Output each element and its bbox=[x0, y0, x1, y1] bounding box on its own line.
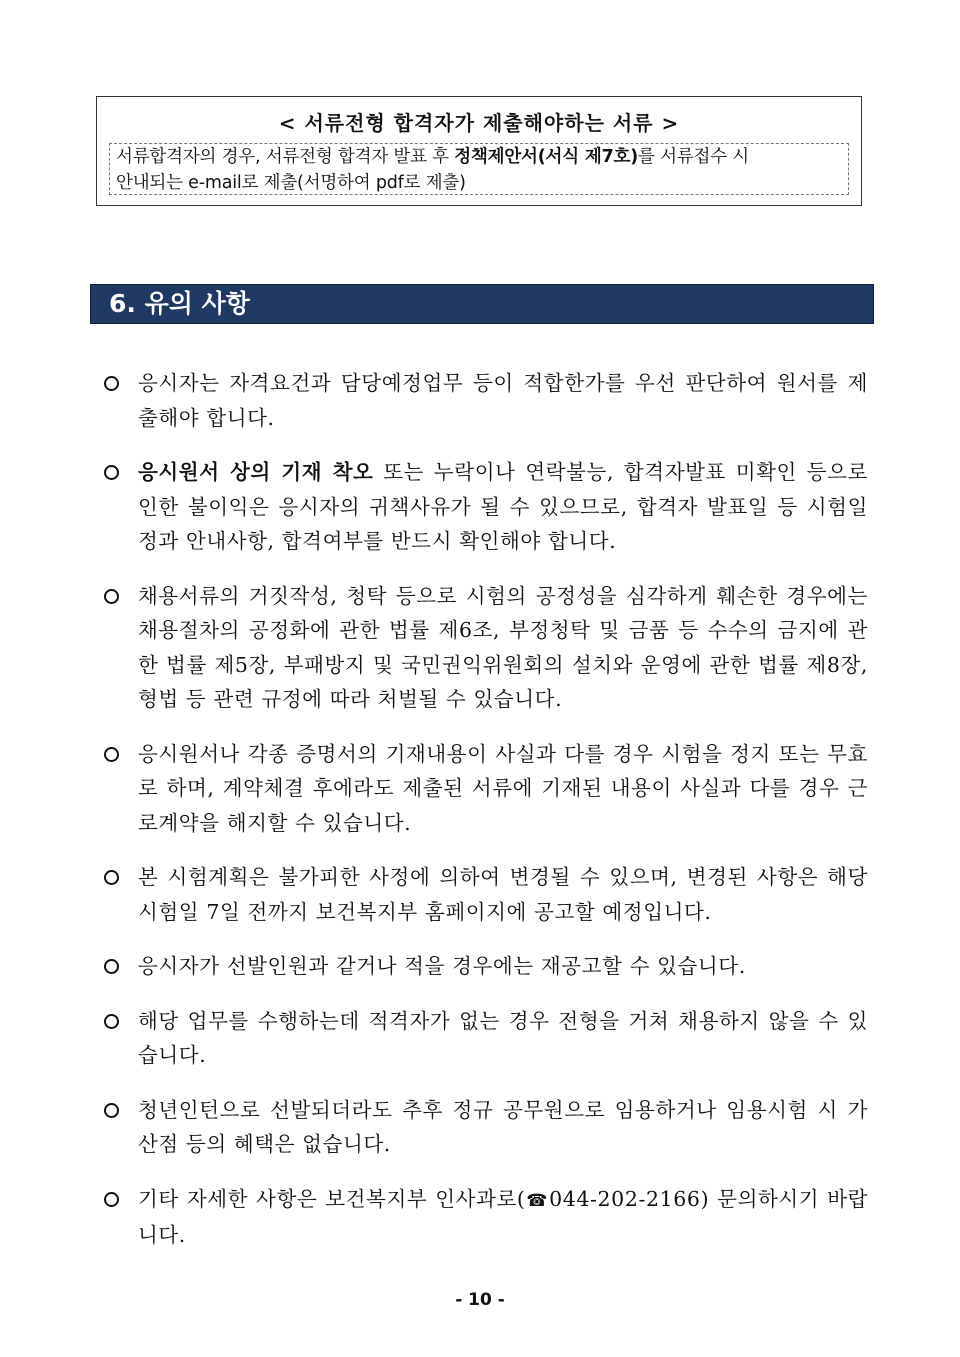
circle-bullet-icon bbox=[104, 589, 119, 604]
note-text-after: ) 문의하시기 바랍니다. bbox=[138, 1186, 869, 1247]
note-text: 기타 자세한 사항은 보건복지부 인사과로( bbox=[138, 1186, 526, 1211]
page-number: - 10 - bbox=[455, 1290, 505, 1310]
note-bold-text: 응시원서 상의 기재 착오 bbox=[138, 460, 374, 484]
submission-line2: 안내되는 e-mail로 제출(서명하여 pdf로 제출) bbox=[116, 173, 466, 193]
list-item bbox=[104, 455, 868, 559]
list-item bbox=[104, 860, 868, 929]
submission-box-title: < 서류전형 합격자가 제출해야하는 서류 > bbox=[278, 111, 680, 135]
circle-bullet-icon bbox=[104, 747, 119, 762]
circle-bullet-icon bbox=[104, 959, 119, 974]
circle-bullet-icon bbox=[104, 376, 119, 391]
circle-bullet-icon bbox=[104, 1014, 119, 1029]
submission-line1-prefix: 서류합격자의 경우, 서류전형 합격자 발표 후 bbox=[116, 147, 455, 167]
submission-line1-bold: 정책제안서(서식 제7호) bbox=[454, 147, 639, 167]
note-text: 해당 업무를 수행하는데 적격자가 없는 경우 전형을 거쳐 채용하지 않을 수 있습니다. bbox=[138, 1008, 868, 1067]
list-item bbox=[104, 579, 868, 717]
list-item bbox=[104, 1182, 868, 1253]
list-item bbox=[104, 949, 868, 984]
notes-list bbox=[104, 366, 868, 1253]
note-text: 청년인턴으로 선발되더라도 추후 정규 공무원으로 임용하거나 임용시험 시 가산점 등의 혜택은 없습니다. bbox=[138, 1097, 868, 1156]
note-text: 본 시험계획은 불가피한 사정에 의하여 변경될 수 있으며, 변경된 사항은 해당 시험일 7일 전까지 보건복지부 홈페이지에 공고할 예정입니다. bbox=[138, 865, 868, 924]
note-text: 응시원서나 각종 증명서의 기재내용이 사실과 다를 경우 시험을 정지 또는 무효로 하며, 계약체결 후에라도 제출된 서류에 기재된 내용이 사실과 다를 경우 근로계약을 해지할 수 있습니다. bbox=[138, 741, 868, 835]
list-item bbox=[104, 1004, 868, 1073]
note-text: 응시자는 자격요건과 담당예정업무 등이 적합한가를 우선 판단하여 원서를 제출해야 합니다. bbox=[138, 371, 868, 430]
submission-line1-suffix: 를 서류접수 시 bbox=[638, 147, 750, 167]
circle-bullet-icon bbox=[104, 1103, 119, 1118]
note-text: 응시자가 선발인원과 같거나 적을 경우에는 재공고할 수 있습니다. bbox=[138, 954, 746, 978]
note-text: 또는 누락이나 연락불능, 합격자발표 미확인 등으로 인한 불이익은 응시자의 귀책사유가 될 수 있으므로, 합격자 발표일 등 시험일정과 안내사항, 합격여부를 반드시 확인해야 합니다. bbox=[138, 460, 868, 553]
phone-icon: ☎ bbox=[525, 1190, 550, 1211]
list-item bbox=[104, 737, 868, 841]
circle-bullet-icon bbox=[104, 1192, 119, 1207]
list-item bbox=[104, 366, 868, 435]
note-text: 채용서류의 거짓작성, 청탁 등으로 시험의 공정성을 심각하게 훼손한 경우에는 채용절차의 공정화에 관한 법률 제6조, 부정청탁 및 금품 등 수수의 금지에 관한 법률 제5장, 부패방지 및 국민권익위원회의 설치와 운영에 관한 법률 제8장, 형법 등 관련 규정에 따라 처벌될 수 있습니다. bbox=[138, 583, 868, 711]
phone-number: 044-202-2166 bbox=[549, 1186, 701, 1211]
section-heading: 6. 유의 사항 bbox=[90, 284, 874, 324]
submission-box-content bbox=[109, 143, 849, 195]
circle-bullet-icon bbox=[104, 465, 119, 480]
list-item bbox=[104, 1093, 868, 1162]
circle-bullet-icon bbox=[104, 870, 119, 885]
submission-requirements-box bbox=[96, 96, 862, 206]
